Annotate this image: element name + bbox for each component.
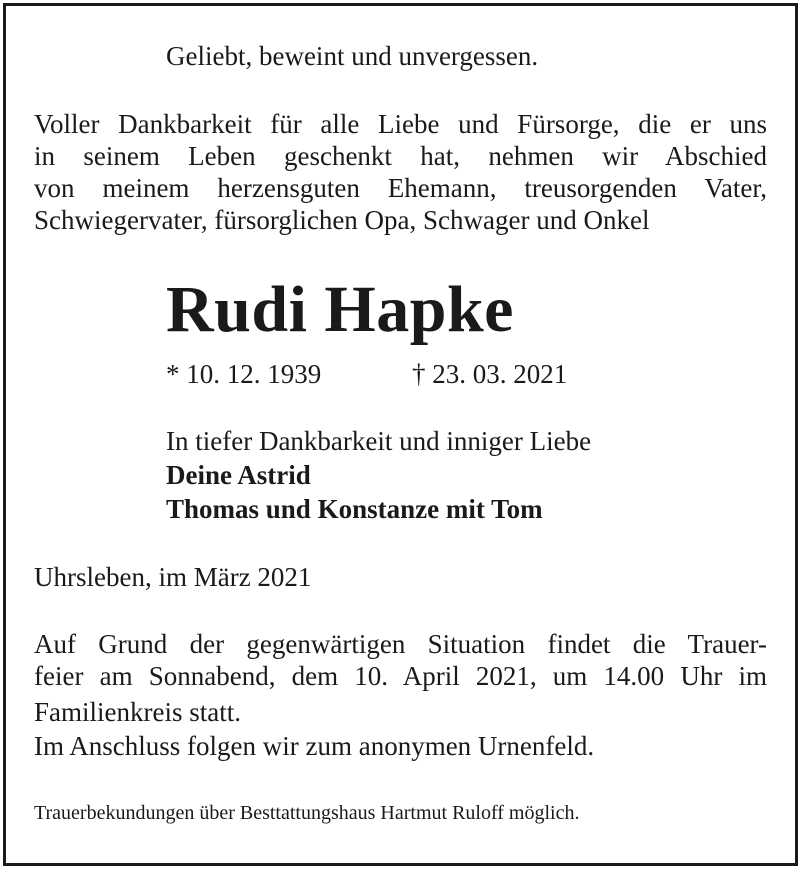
intro-line: Schwiegervater, fürsorglichen Opa, Schwager und Onkel (34, 205, 650, 235)
notice-line: Familienkreis statt. (34, 697, 241, 727)
notice-line: feier am Sonnabend, dem 10. April 2021, um 14.00 Uhr im (34, 661, 767, 691)
intro-line: von meinem herzensguten Ehemann, treusorgenden Vater, (34, 173, 767, 203)
intro-text (34, 108, 767, 204)
birth-date: * 10. 12. 1939 (166, 359, 322, 389)
notice-line: Auf Grund der gegenwärtigen Situation findet die Trauer- (34, 629, 767, 659)
notice-line: Im Anschluss folgen wir zum anonymen Urnenfeld. (34, 731, 595, 761)
place-date: Uhrsleben, im März 2021 (34, 562, 312, 592)
deceased-name: Rudi Hapke (166, 273, 514, 346)
signatory: Deine Astrid (166, 460, 311, 490)
intro-line: Voller Dankbarkeit für alle Liebe und Fürsorge, die er uns (34, 109, 767, 139)
intro-line: in seinem Leben geschenkt hat, nehmen wir Abschied (34, 141, 767, 171)
motto: Geliebt, beweint und unvergessen. (166, 41, 539, 71)
closing-phrase: In tiefer Dankbarkeit und inniger Liebe (166, 426, 592, 456)
death-date: † 23. 03. 2021 (412, 359, 568, 389)
signatory: Thomas und Konstanze mit Tom (166, 494, 543, 524)
condolence-note: Trauerbekundungen über Besttattungshaus Hartmut Ruloff möglich. (34, 802, 580, 824)
funeral-notice (34, 628, 767, 692)
